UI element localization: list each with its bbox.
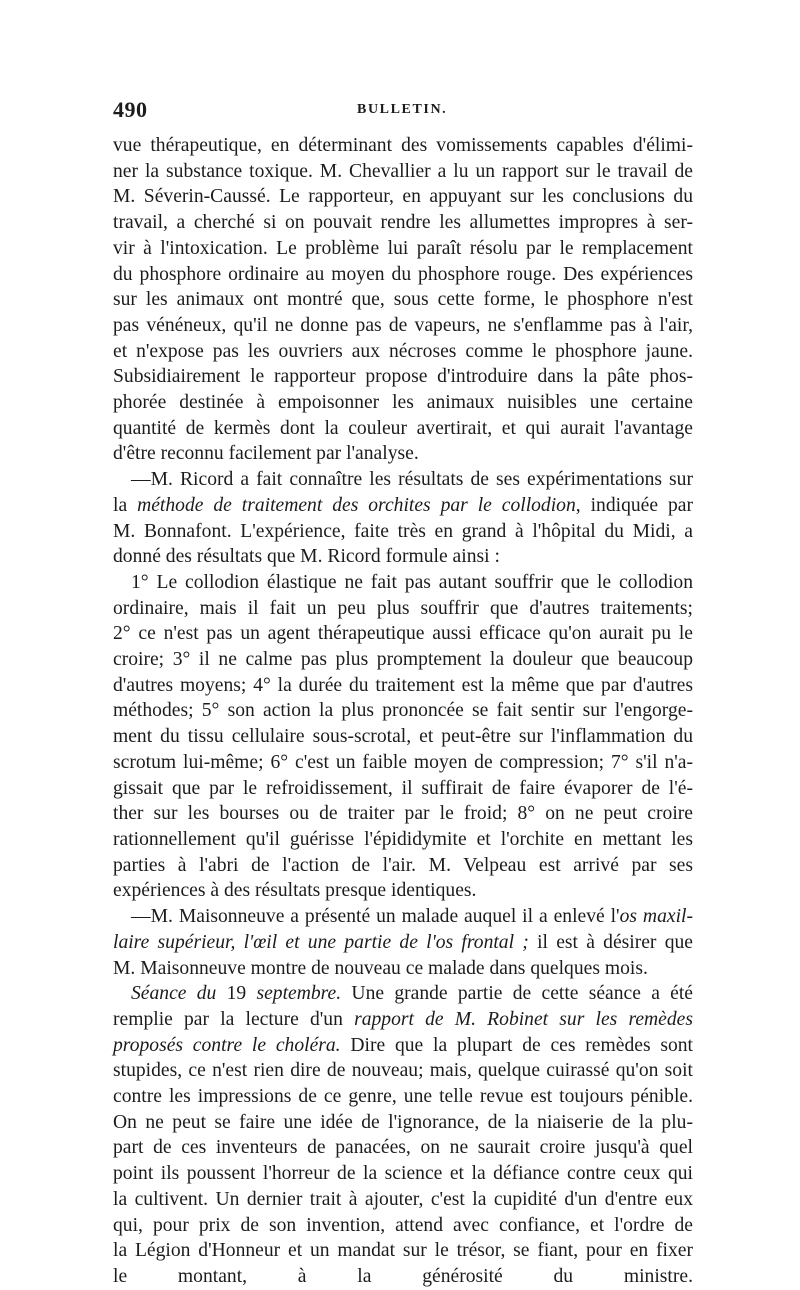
text-run: la: [113, 494, 138, 516]
text-line: M. Bonnafont. L'expérience, faite très en grand à l'hôpital du Midi, a: [113, 520, 693, 542]
text-line: donné des résultats que M. Ricord formule ainsi :: [113, 546, 500, 568]
text-run: il est à désirer que: [528, 931, 693, 953]
text-line: Subsidiairement le rapporteur propose d'introduire dans la pâte phos-: [113, 366, 693, 388]
text-line: On ne peut se faire une idée de l'ignorance, de la niaiserie de la plu-: [113, 1111, 693, 1133]
text-line: M. Maisonneuve montre de nouveau ce malade dans quelques mois.: [113, 957, 648, 979]
italic-text: rapport de M. Robinet sur les remèdes: [354, 1008, 693, 1030]
text-line: 2° ce n'est pas un agent thérapeutique aussi efficace qu'on aurait pu le: [113, 623, 693, 645]
text-line: expériences à des résultats presque identiques.: [113, 880, 477, 902]
italic-text: proposés contre le choléra.: [113, 1034, 341, 1056]
italic-text: os maxil-: [619, 906, 693, 928]
text-line: d'être reconnu facilement par l'analyse.: [113, 443, 419, 465]
italic-text: Séance du: [131, 983, 217, 1005]
page-header: [113, 97, 693, 127]
text-line: [113, 930, 693, 956]
text-line: ordinaire, mais il fait un peu plus souffrir que d'autres traitements;: [113, 597, 693, 619]
text-line: phorée destinée à empoisonner les animaux nuisibles une certaine: [113, 392, 693, 414]
text-line: [113, 904, 693, 930]
text-line: méthodes; 5° son action la plus prononcée se fait sentir sur l'engorge-: [113, 700, 693, 722]
text-run: 19: [216, 983, 257, 1005]
text-line: sur les animaux ont montré que, sous cette forme, le phosphore n'est: [113, 289, 693, 311]
text-line: [113, 1033, 693, 1059]
text-line: croire; 3° il ne calme pas plus promptement la douleur que beaucoup: [113, 649, 693, 671]
text-line: travail, a cherché si on pouvait rendre les allumettes impropres à ser-: [113, 212, 693, 234]
text-line: le montant, à la générosité du ministre.: [113, 1265, 693, 1287]
text-line: du phosphore ordinaire au moyen du phosphore rouge. Des expériences: [113, 263, 693, 285]
text-line: ment du tissu cellulaire sous-scrotal, et peut-être sur l'inflammation du: [113, 726, 693, 748]
text-line: et n'expose pas les ouvriers aux nécroses comme le phosphore jaune.: [113, 340, 693, 362]
text-line: quantité de kermès dont la couleur avertirait, et qui aurait l'avantage: [113, 417, 693, 439]
text-line: M. Séverin-Caussé. Le rapporteur, en appuyant sur les conclusions du: [113, 186, 693, 208]
text-line: gissait que par le refroidissement, il suffirait de faire évaporer de l'é-: [113, 777, 693, 799]
text-line: vir à l'intoxication. Le problème lui paraît résolu par le remplacement: [113, 237, 693, 259]
italic-text: septembre.: [256, 983, 342, 1005]
text-line: stupides, ce n'est rien dire de nouveau; mais, quelque cuirassé qu'on soit: [113, 1060, 693, 1082]
text-line: 1° Le collodion élastique ne fait pas autant souffrir que le collodion: [131, 571, 693, 593]
text-run: , indiquée par: [575, 494, 693, 516]
text-run: remplie par la lecture d'un: [113, 1008, 355, 1030]
running-head: BULLETIN.: [357, 102, 448, 117]
text-line: [113, 493, 693, 519]
text-line: scrotum lui-même; 6° c'est un faible moyen de compression; 7° s'il n'a-: [113, 751, 693, 773]
text-line: [113, 981, 693, 1007]
text-line: qui, pour prix de son invention, attend avec confiance, et l'ordre de: [113, 1214, 693, 1236]
text-line: d'autres moyens; 4° la durée du traitement est la même que par d'autres: [113, 674, 693, 696]
text-line: ner la substance toxique. M. Chevallier a lu un rapport sur le travail de: [113, 160, 693, 182]
text-line: ther sur les bourses ou de traiter par le froid; 8° on ne peut croire: [113, 803, 693, 825]
text-line: la Légion d'Honneur et un mandat sur le trésor, se fiant, pour en fixer: [113, 1240, 693, 1262]
page-number: 490: [113, 97, 148, 122]
text-line: —M. Ricord a fait connaître les résultats de ses expérimentations sur: [131, 469, 693, 491]
text-line: part de ces inventeurs de panacées, on ne saurait croire jusqu'à quel: [113, 1137, 693, 1159]
text-line: parties à l'abri de l'action de l'air. M. Velpeau est arrivé par ses: [113, 854, 693, 876]
text-line: point ils poussent l'horreur de la science et la défiance contre ceux qui: [113, 1163, 693, 1185]
text-run: Une grande partie de cette séance a été: [341, 983, 693, 1005]
text-line: rationnellement qu'il guérisse l'épididymite et l'orchite en mettant les: [113, 828, 693, 850]
body-text: [113, 133, 693, 1290]
text-line: [113, 1007, 693, 1033]
italic-text: méthode de traitement des orchites par le collodion: [137, 494, 576, 516]
text-line: vue thérapeutique, en déterminant des vomissements capables d'élimi-: [113, 135, 693, 156]
italic-text: laire supérieur, l'œil et une partie de l'os frontal ;: [113, 931, 529, 953]
text-line: la cultivent. Un dernier trait à ajouter, c'est la cupidité d'un d'entre eux: [113, 1188, 693, 1210]
text-run: —M. Maisonneuve a présenté un malade auquel il a enlevé l': [131, 906, 620, 928]
text-run: Dire que la plupart de ces remèdes sont: [340, 1034, 694, 1056]
text-line: contre les impressions de ce genre, une telle revue est toujours pénible.: [113, 1086, 693, 1108]
text-line: pas vénéneux, qu'il ne donne pas de vapeurs, ne s'enflamme pas à l'air,: [113, 314, 693, 336]
